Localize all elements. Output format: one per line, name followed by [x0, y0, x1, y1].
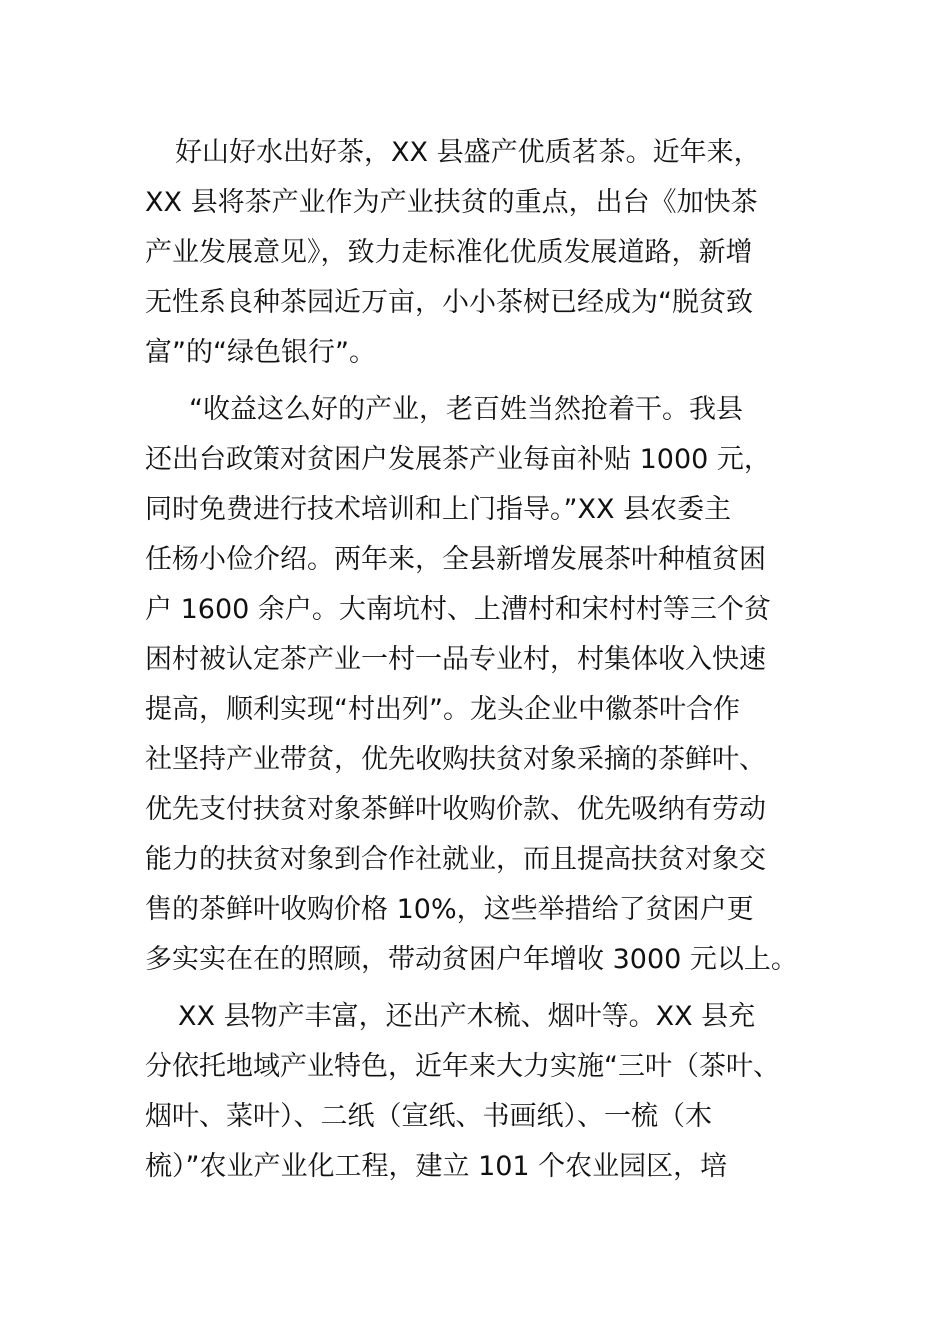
text-line: 梳）”农业产业化工程，建立 101 个农业园区，培 [145, 1151, 728, 1182]
paragraph-subsidy-quote [145, 385, 835, 985]
text-line: 社坚持产业带贫，优先收购扶贫对象采摘的茶鲜叶、 [145, 744, 766, 775]
text-line: 富”的“绿色银行”。 [145, 337, 376, 368]
text-line: XX 县将茶产业作为产业扶贫的重点，出台《加快茶 [145, 187, 758, 218]
text-line: 好山好水出好茶，XX 县盛产优质茗茶。近年来， [175, 137, 761, 168]
paragraph-tea-industry-intro [145, 128, 835, 378]
text-line: 优先支付扶贫对象茶鲜叶收购价款、优先吸纳有劳动 [145, 794, 766, 825]
text-line: 提高，顺利实现“村出列”。龙头企业中徽茶叶合作 [145, 694, 740, 725]
text-line: 无性系良种茶园近万亩，小小茶树已经成为“脱贫致 [145, 287, 753, 318]
text-line: 分依托地域产业特色，近年来大力实施“三叶（茶叶、 [145, 1051, 780, 1082]
text-line: “收益这么好的产业，老百姓当然抢着干。我县 [189, 394, 743, 425]
text-line: 多实实在在的照顾，带动贫困户年增收 3000 元以上。 [145, 944, 798, 975]
document-body [145, 128, 835, 1199]
text-line: 产业发展意见》，致力走标准化优质发展道路，新增 [145, 237, 753, 268]
text-line: 还出台政策对贫困户发展茶产业每亩补贴 1000 元， [145, 444, 771, 475]
text-line: 任杨小俭介绍。两年来，全县新增发展茶叶种植贫困 [145, 544, 766, 575]
text-line: 烟叶、菜叶）、二纸（宣纸、书画纸）、一梳（木 [145, 1101, 712, 1132]
text-line: 能力的扶贫对象到合作社就业，而且提高扶贫对象交 [145, 844, 766, 875]
text-line: XX 县物产丰富，还出产木梳、烟叶等。XX 县充 [178, 1001, 756, 1032]
text-line: 售的茶鲜叶收购价格 10%，这些举措给了贫困户更 [145, 894, 754, 925]
paragraph-three-leaves [145, 992, 835, 1192]
text-line: 同时免费进行技术培训和上门指导。”XX 县农委主 [145, 494, 732, 525]
text-line: 户 1600 余户。大南坑村、上漕村和宋村村等三个贫 [145, 594, 771, 625]
text-line: 困村被认定茶产业一村一品专业村，村集体收入快速 [145, 644, 766, 675]
